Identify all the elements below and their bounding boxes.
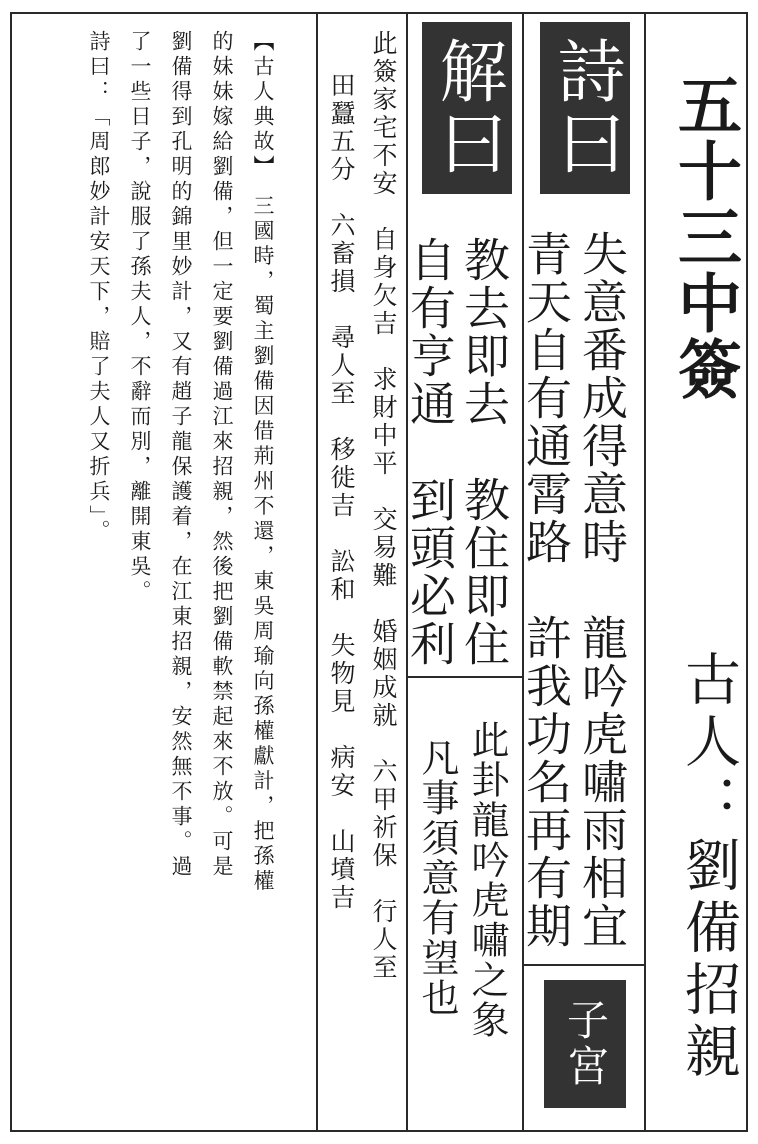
poem-label-box <box>540 22 630 194</box>
story-line-5: 詩曰：「周郎妙計安天下，賠了夫人又折兵」。 <box>87 30 111 545</box>
divider-fortune <box>316 12 318 1132</box>
divider-summary <box>406 676 524 678</box>
poem-line-1: 失意番成得意時 龍吟虎嘯雨相宜 <box>575 230 629 950</box>
palace-label-box <box>544 980 626 1108</box>
explanation-line-2: 自有亨通 到頭必利 <box>403 236 457 668</box>
story-line-1: 【古人典故】 三國時，蜀主劉備因借荊州不還，東吳周瑜向孫權獻計，把孫權 <box>251 30 275 895</box>
palace-label: 子宮 <box>561 998 610 1090</box>
fortune-line-2: 田蠶五分 六畜損 尋人至 移徙吉 訟和 失物見 病安 山墳吉 <box>327 72 356 912</box>
page-title: 五十三中簽 <box>667 72 742 402</box>
divider-palace <box>522 964 646 966</box>
summary-line-1: 此卦龍吟虎嘯之象 <box>465 720 509 1040</box>
page-subtitle: 古人：劉備招親 <box>676 650 741 1084</box>
explanation-line-1: 教去即去 教住即住 <box>457 236 511 668</box>
poem-label: 詩曰 <box>546 36 625 180</box>
story-line-4: 了一些日子，說服了孫夫人，不辭而別，離開東吳。 <box>128 30 152 605</box>
story-line-3: 劉備得到孔明的錦里妙計，又有趙子龍保護着，在江東招親，安然無不事。過 <box>169 30 193 880</box>
explanation-label-box <box>422 22 512 194</box>
summary-line-2: 凡事須意有望也 <box>415 738 459 1018</box>
poem-line-2: 青天自有通霄路 許我功名再有期 <box>519 230 573 950</box>
fortune-line-1: 此簽家宅不安 自身欠吉 求財中平 交易難 婚姻成就 六甲祈保 行人至 <box>369 30 398 982</box>
explanation-label: 解曰 <box>428 36 507 180</box>
story-line-2: 的妹妹嫁給劉備，但一定要劉備過江來招親，然後把劉備軟禁起來不放。可是 <box>210 30 234 880</box>
